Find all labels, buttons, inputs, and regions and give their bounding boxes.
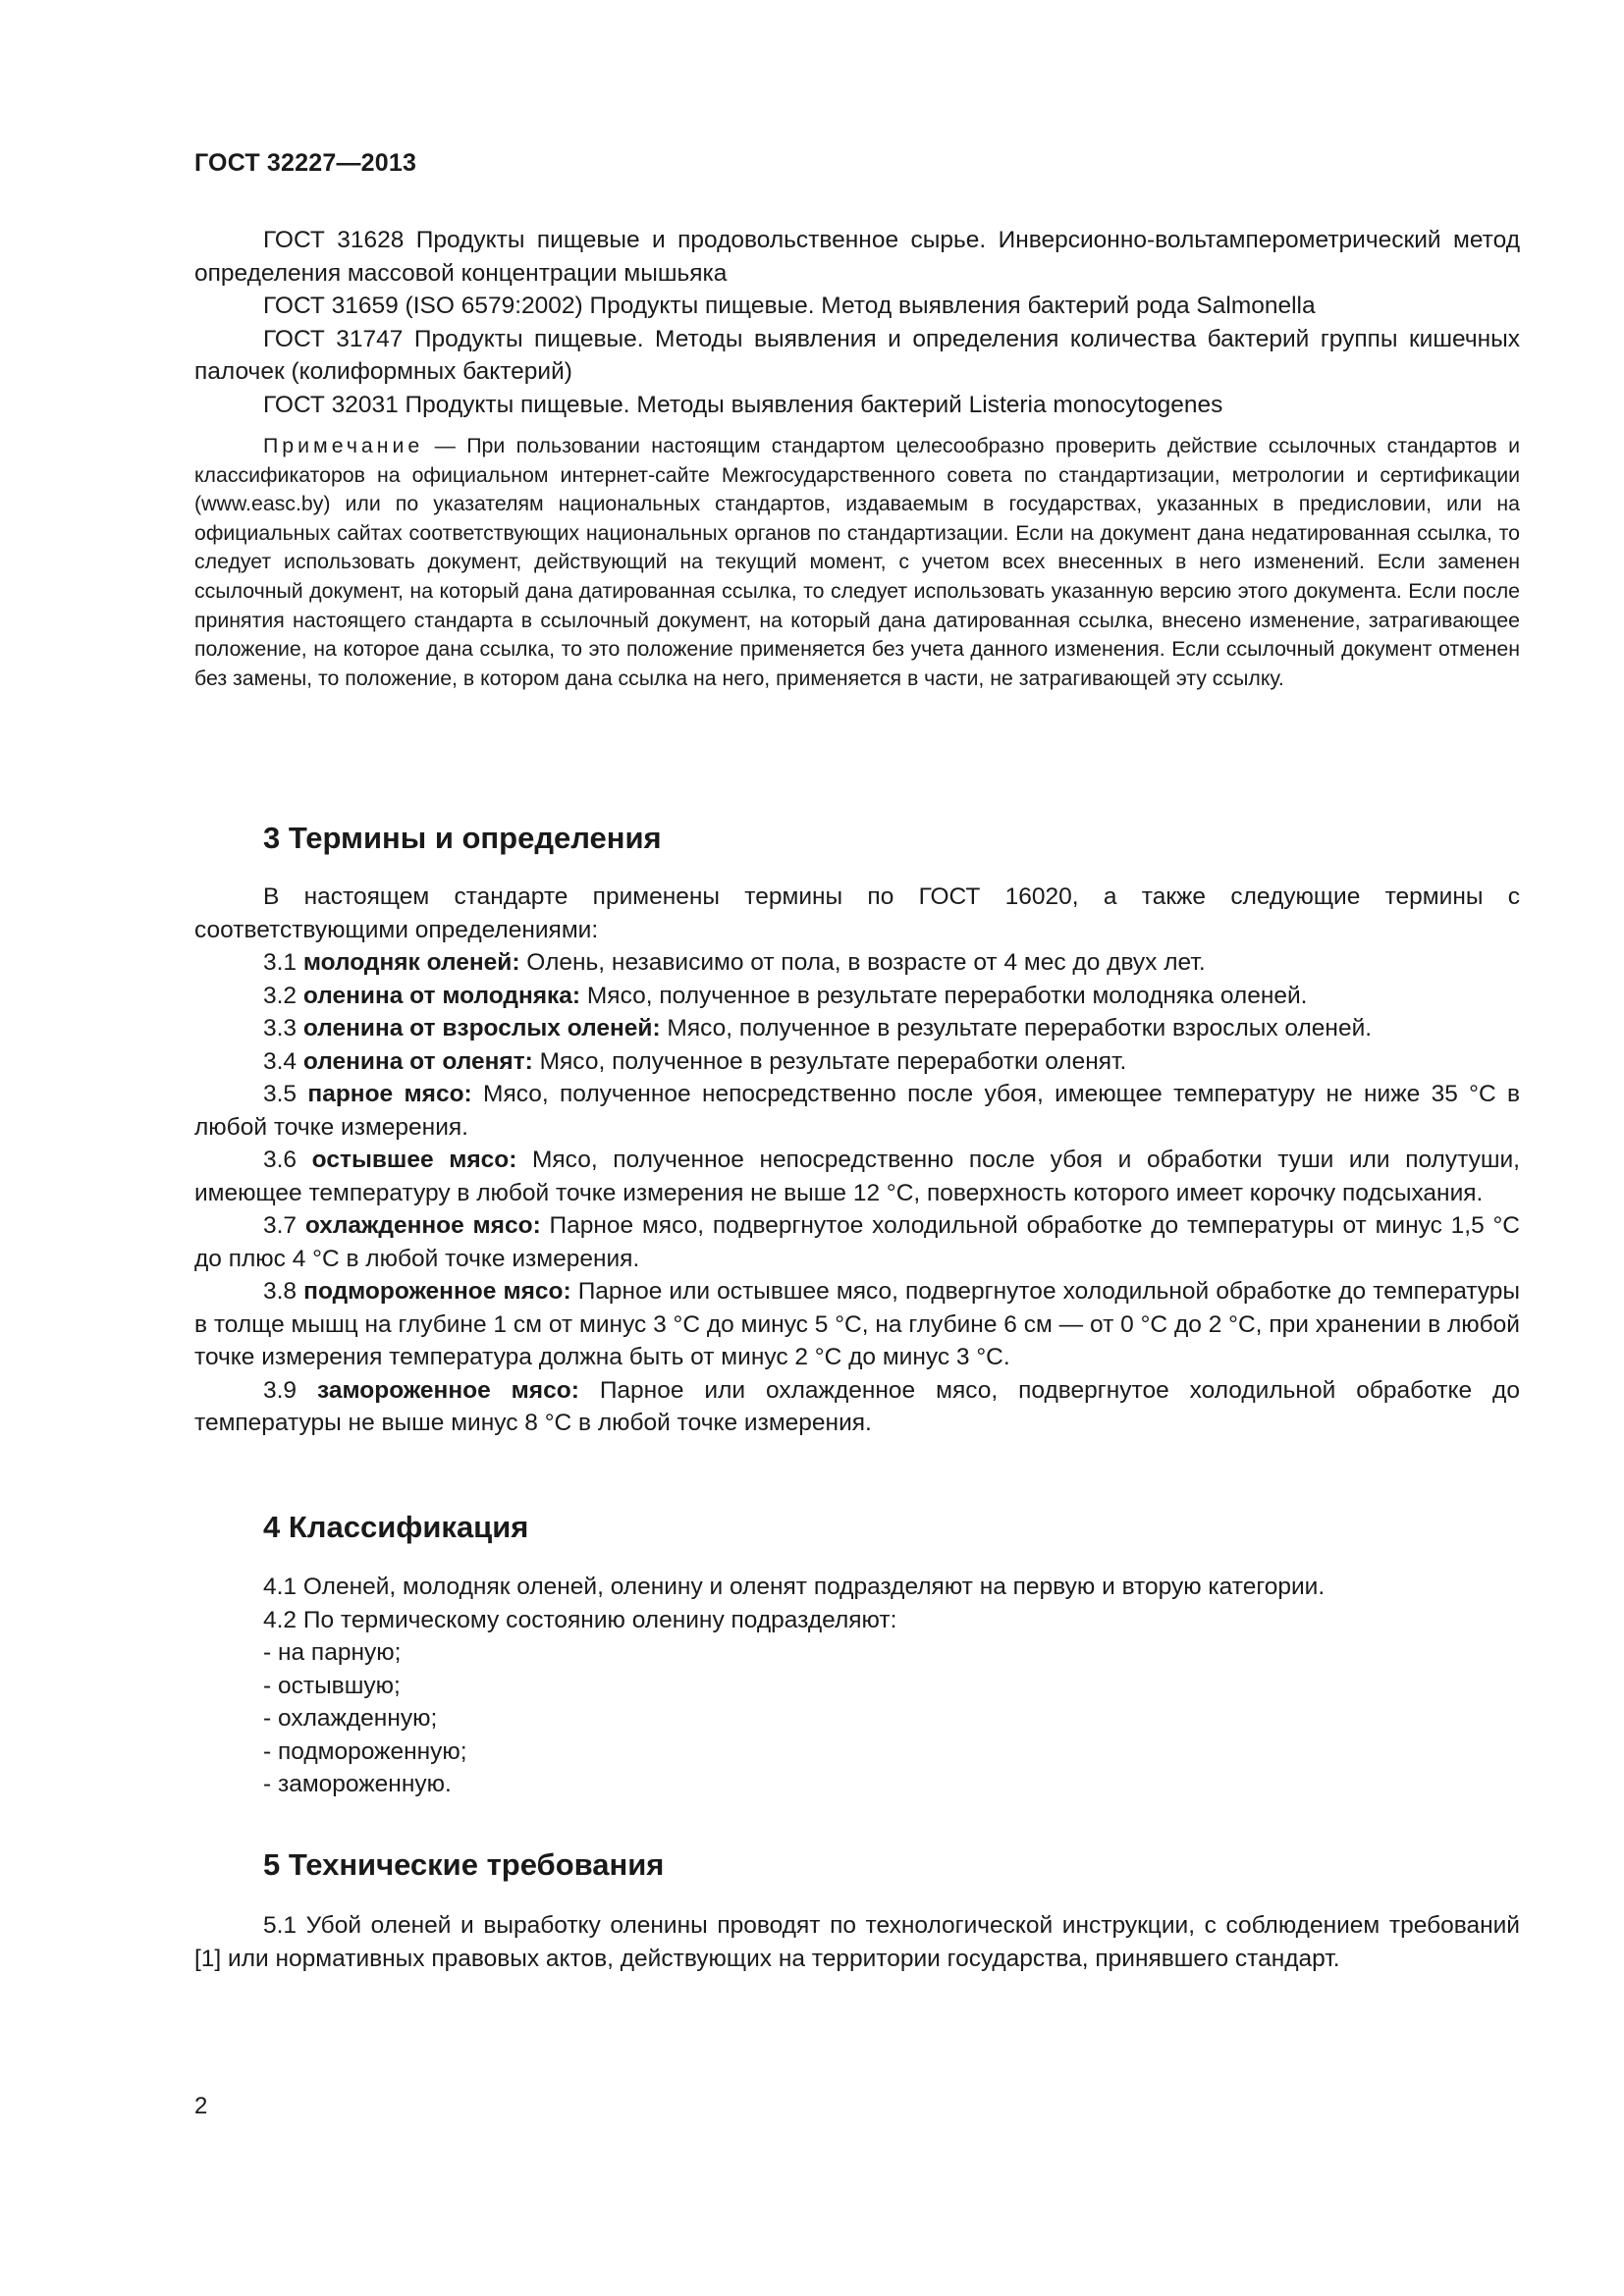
term-number: 3.3 [263,1015,303,1041]
term-name: оленина от взрослых оленей: [302,1015,661,1041]
term-number: 3.9 [263,1376,318,1404]
term-item [194,1275,1520,1374]
requirements-paragraph: 5.1 Убой оленей и выработку оленины проводят по технологической инструкции, с соблюдением требований [1] или нормативных правовых актов, действующих на территории государства, принявшего стандарт. [194,1912,1520,1972]
term-item [194,1209,1520,1275]
term-definition: Мясо, полученное непосредственно после убоя и обработки туши или полутуши, имеющее температуру в любой точке измерения не выше 12 °С, поверхность которого имеет корочку подсыхания. [194,1147,1520,1206]
list-item: - замороженную. [263,1771,452,1797]
term-item [194,1045,1520,1079]
section-3-body [194,881,1520,1440]
term-number: 3.4 [263,1047,303,1075]
term-number: 3.1 [263,949,303,976]
reference-item: ГОСТ 31628 Продукты пищевые и продовольственное сырье. Инверсионно-вольтамперометрический метод определения массовой концентрации мышьяка [194,227,1520,287]
term-name: оленина от оленят: [302,1047,533,1075]
term-definition: Парное или охлажденное мясо, подвергнутое холодильной обработке до температуры не выше минус 8 °С в любой точке измерения. [194,1376,1520,1436]
term-name: остывшее мясо: [311,1147,517,1173]
note-text: — При пользовании настоящим стандартом целесообразно проверить действие ссылочных стандартов и классификаторов на официальном интернет-сайте Межгосударственного совета по стандартизации, метрологии и сертификации (www.easc.by) или по указателям национальных стандартов, издаваемым в государствах, указанных в предисловии, или на официальных сайтах соответствующих национальных органов по стандартизации. Если на документ дана недатированная ссылка, то следует использовать документ, действующий на текущий момент, с учетом всех внесенных в него изменений. Если заменен ссылочный документ, на который дана датированная ссылка, то следует использовать указанную версию этого документа. Если после принятия настоящего стандарта в ссылочный документ, на который дана датированная ссылка, внесено изменение, затрагивающее положение, на которое дана ссылка, то это положение применяется без учета данного изменения. Если ссылочный документ отменен без замены, то положение, в котором дана ссылка на него, применяется в части, не затрагивающей эту ссылку. [194,434,1520,690]
list-item: - охлажденную; [263,1705,438,1732]
term-definition: Мясо, полученное в результате переработки молодняка оленей. [580,982,1308,1009]
note-block [194,432,1520,693]
term-item [194,980,1520,1013]
term-number: 3.5 [263,1081,308,1107]
list-item: - на парную; [263,1639,402,1666]
term-number: 3.6 [263,1147,312,1173]
classification-paragraph: 4.1 Оленей, молодняк оленей, оленину и оленят подразделяют на первую и вторую категории. [263,1574,1326,1600]
term-number: 3.2 [263,982,303,1009]
section-4-heading: 4 Классификация [263,1510,529,1544]
term-definition: Олень, независимо от пола, в возрасте от 4 мес до двух лет. [519,949,1206,976]
term-name: парное мясо: [307,1081,472,1107]
term-name: охлажденное мясо: [304,1212,541,1239]
section-4-body [194,1571,1520,1801]
classification-paragraph: 4.2 По термическому состоянию оленину подразделяют: [263,1606,897,1633]
section-3-heading: 3 Термины и определения [263,821,662,855]
term-name: замороженное мясо: [317,1376,579,1404]
reference-item: ГОСТ 31747 Продукты пищевые. Методы выявления и определения количества бактерий группы кишечных палочек (колиформных бактерий) [194,325,1520,385]
reference-item: ГОСТ 32031 Продукты пищевые. Методы выявления бактерий Listeria monocytogenes [263,391,1223,418]
list-item: - подмороженную; [263,1737,467,1765]
list-item: - остывшую; [263,1672,401,1699]
term-definition: Мясо, полученное в результате переработки оленят. [532,1047,1127,1075]
term-item [194,946,1520,980]
reference-item: ГОСТ 31659 (ISO 6579:2002) Продукты пищевые. Метод выявления бактерий рода Salmonella [263,293,1316,319]
document-header: ГОСТ 32227—2013 [194,149,417,177]
term-item [194,1144,1520,1209]
term-definition: Мясо, полученное в результате переработки взрослых оленей. [660,1015,1373,1041]
section-3-intro: В настоящем стандарте применены термины по ГОСТ 16020, а также следующие термины с соответствующими определениями: [194,883,1520,943]
term-item [194,1374,1520,1440]
term-item [194,1078,1520,1144]
term-number: 3.8 [263,1278,304,1305]
term-name: оленина от молодняка: [302,982,581,1009]
page-number: 2 [194,2093,208,2119]
section-5-heading: 5 Технические требования [263,1847,665,1882]
term-definition: Мясо, полученное непосредственно после убоя, имеющее температуру не ниже 35 °С в любой точке измерения. [194,1081,1520,1141]
term-item [194,1012,1520,1045]
term-name: молодняк оленей: [302,949,520,976]
note-label: Примечание [263,434,424,457]
references-list [194,224,1520,421]
section-5-body [194,1909,1520,1975]
term-name: подмороженное мясо: [303,1278,571,1305]
term-number: 3.7 [263,1212,305,1239]
term-definition: Парное или остывшее мясо, подвергнутое холодильной обработке до температуры в толще мышц на глубине 1 см от минус 3 °С до минус 5 °С, на глубине 6 см — от 0 °С до 2 °С, при хранении в любой точке измерения температура должна быть от минус 2 °С до минус 3 °С. [194,1278,1520,1370]
term-definition: Парное мясо, подвергнутое холодильной обработке до температуры от минус 1,5 °С до плюс 4 °С в любой точке измерения. [194,1212,1520,1272]
note-paragraph [194,432,1520,693]
